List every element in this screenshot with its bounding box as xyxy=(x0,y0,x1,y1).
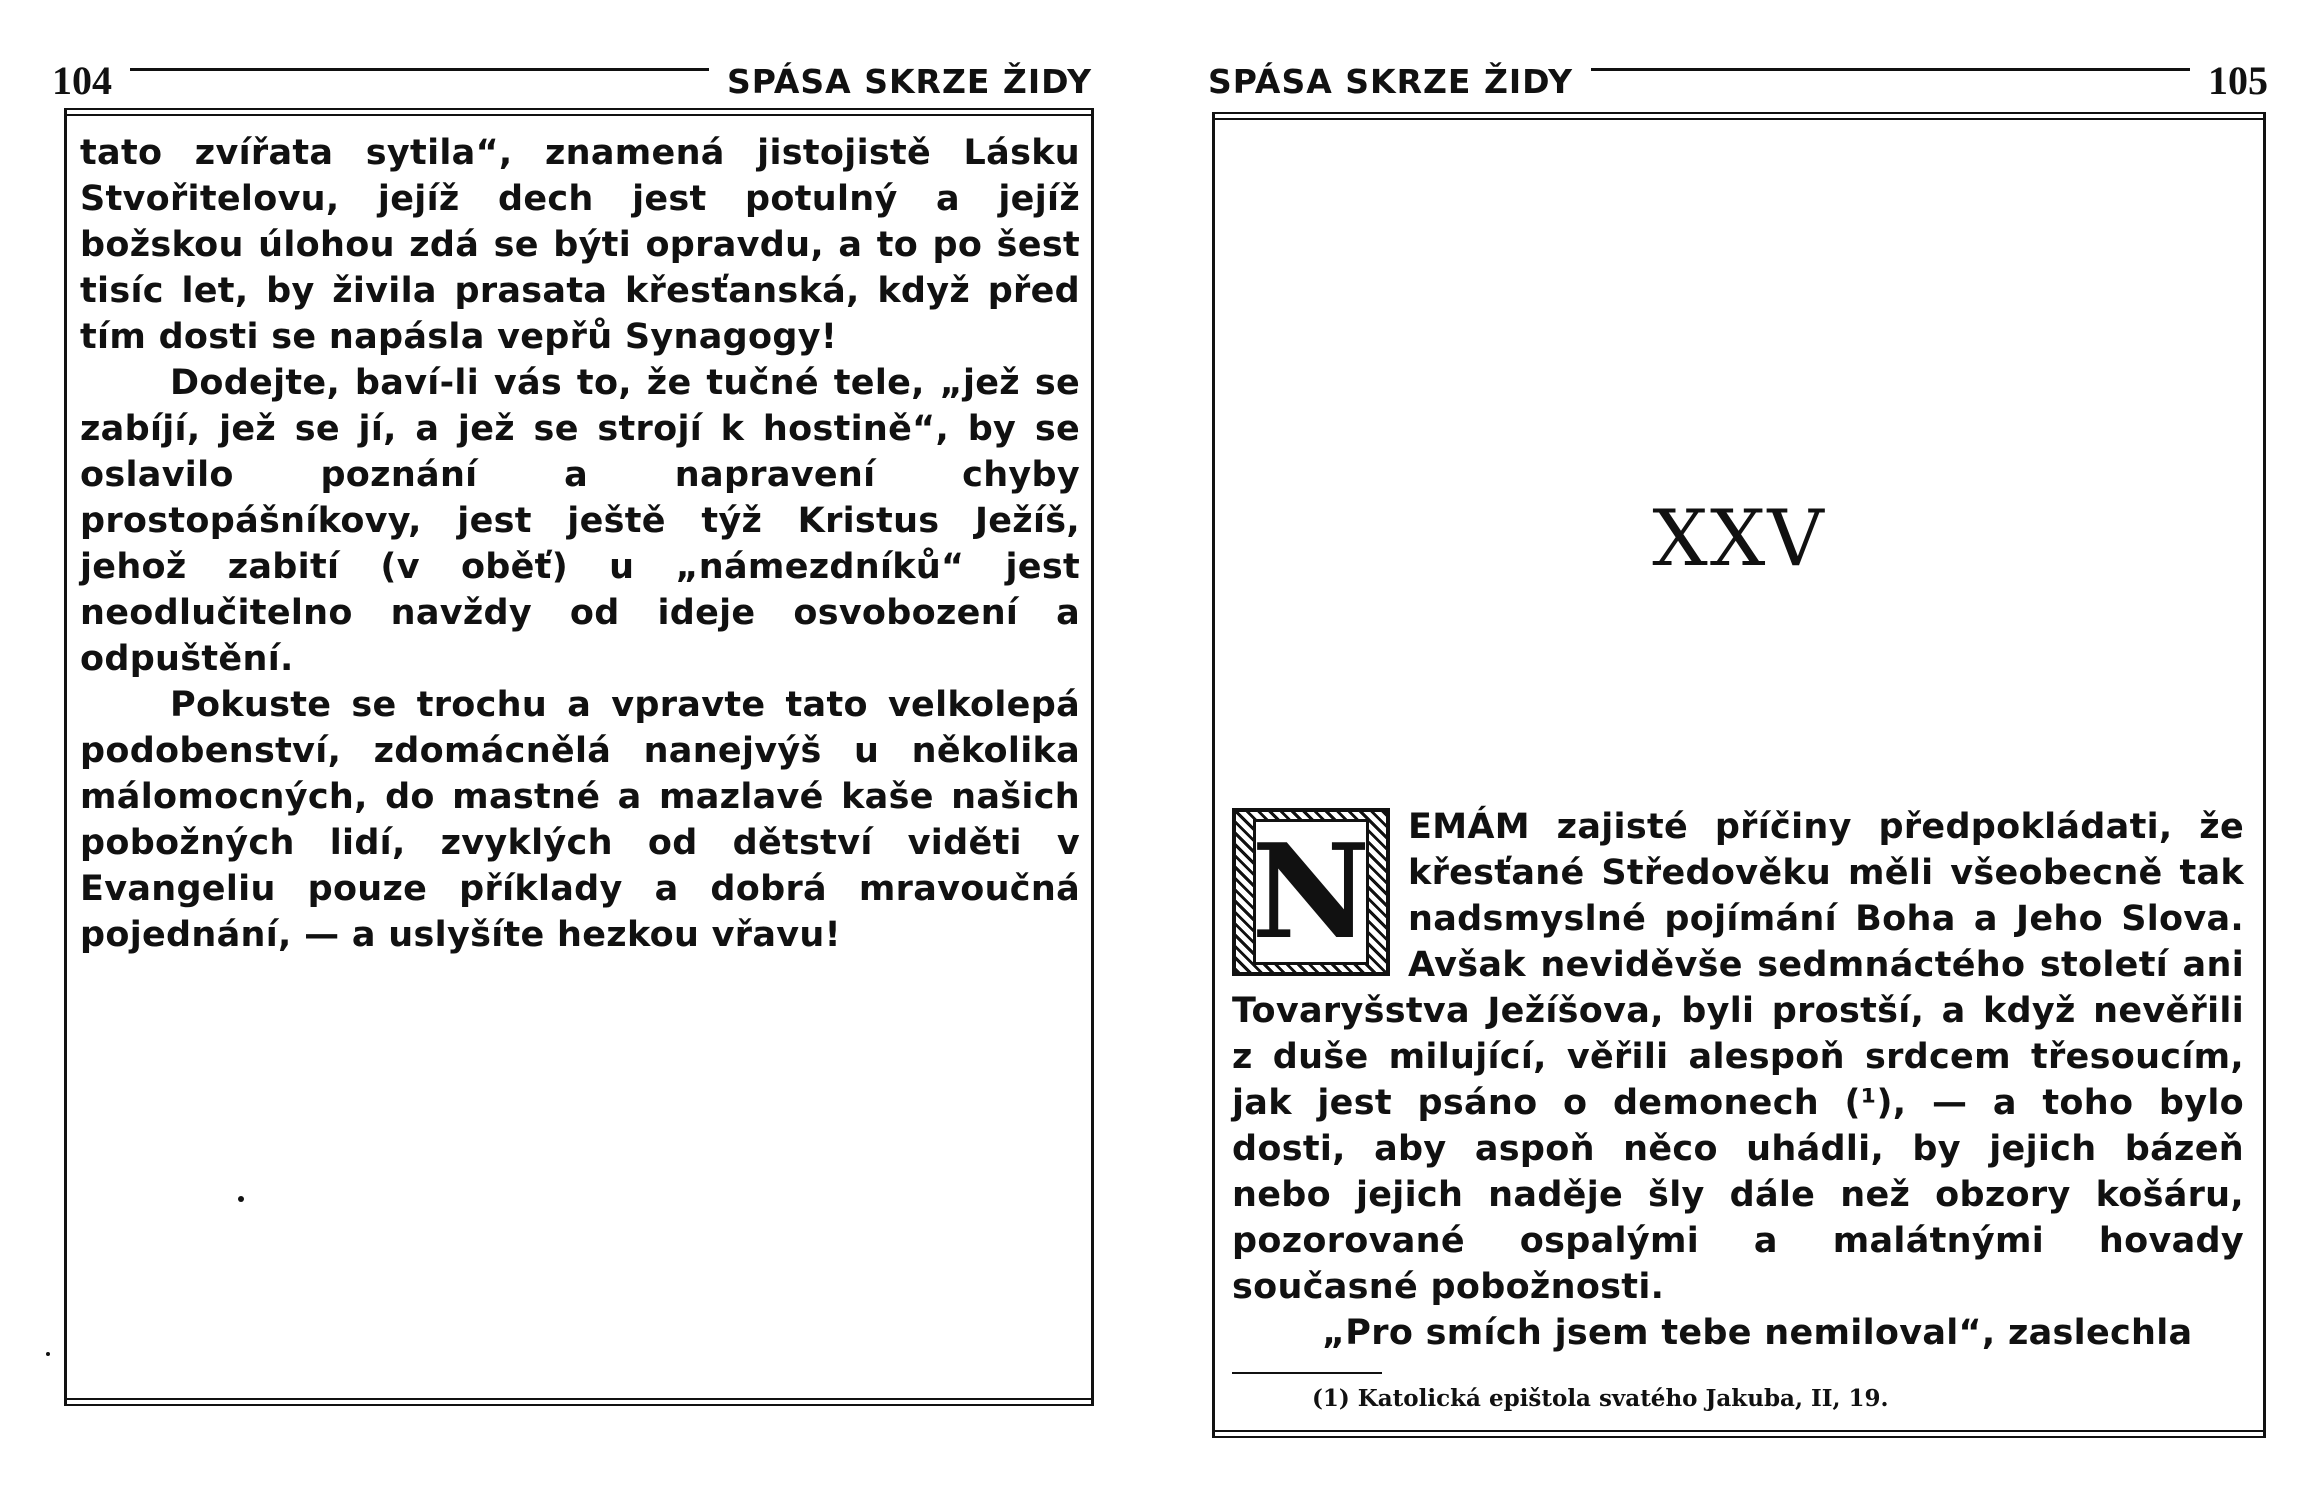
left-page-number: 104 xyxy=(52,58,112,103)
left-paragraph-2: Dodejte, baví-li vás to, že tučné tele, „jež se zabíjí, jež se jí, a jež se strojí k hostině“, by se oslavilo poznání a napravení chyby prostopášníkovy, jest ještě týž Kristus Ježíš, jehož zabití (v oběť) u „námezdníků“ jest neodlučitelno navždy od ideje osvobození a odpuštění. xyxy=(80,363,1080,679)
chapter-number: XXV xyxy=(1652,494,1826,584)
left-paragraph-3: Pokuste se trochu a vpravte tato velkolepá podobenství, zdomácnělá nanejvýš u několika málomocných, do mastné a mazlavé kaše našich pobožných lidí, zvyklých od dětství viděti v Evangeliu pouze příklady a dobrá mravoučná pojednání, — a uslyšíte hezkou vřavu! xyxy=(80,685,1080,955)
right-running-title: SPÁSA SKRZE ŽIDY xyxy=(1208,61,1574,101)
right-page-header xyxy=(1208,56,2268,106)
right-page-number: 105 xyxy=(2208,58,2268,103)
left-paragraph-1: tato zvířata sytila“, znamená jistojistě Lásku Stvořitelovu, jejíž dech jest potulný a jejíž božskou úlohou zdá se býti opravdu, a to po šest tisíc let, by živila prasata křesťanská, když před tím dosti se napásla vepřů Synagogy! xyxy=(80,133,1080,357)
right-paragraph-2: „Pro smích jsem tebe nemiloval“, zaslechla xyxy=(1322,1313,2193,1353)
scan-speck xyxy=(238,1196,244,1202)
drop-cap-ornament xyxy=(1232,808,1390,976)
left-page-body xyxy=(80,130,1080,958)
right-paragraph-1 xyxy=(1232,804,2244,1310)
left-header-rule xyxy=(130,68,709,71)
right-page-body xyxy=(1232,804,2244,1356)
drop-cap-letter: N xyxy=(1251,815,1371,968)
scan-speck xyxy=(46,1352,50,1356)
left-page-header xyxy=(52,56,1092,106)
right-header-rule xyxy=(1591,68,2190,71)
right-paragraph-1-text: EMÁM zajisté příčiny předpokládati, že křesťané Středověku měli všeobecně tak nadsmyslné pojímání Boha a Jeho Slova. Avšak neviděvše sedmnáctého století ani Tovaryšstva Ježíšova, byli prostší, a když nevěřili z duše milující, věřili alespoň srdcem třesoucím, jak jest psáno o demonech (¹), — a toho bylo dosti, aby aspoň něco uhádli, by jejich bázeň nebo jejich naděje šly dále než obzory košáru, pozorované ospalými a malátnými hovady současné pobožnosti. xyxy=(1232,807,2244,1307)
footnote-rule xyxy=(1232,1372,1382,1374)
footnote: (1) Katolická epištola svatého Jakuba, II, 19. xyxy=(1312,1385,1889,1412)
left-running-title: SPÁSA SKRZE ŽIDY xyxy=(726,61,1092,101)
